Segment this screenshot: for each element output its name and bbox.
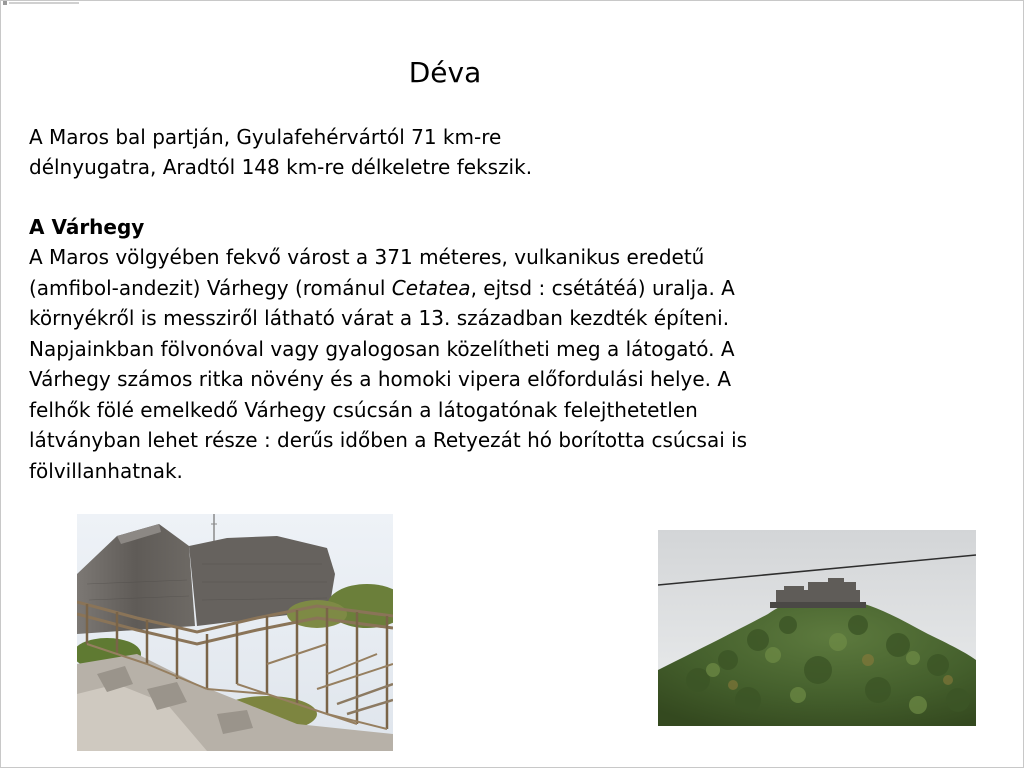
paragraph-line: felhők fölé emelkedő Várhegy csúcsán a látogatónak felejthetetlen bbox=[29, 397, 698, 422]
intro-paragraph bbox=[29, 122, 729, 182]
document-icon bbox=[3, 1, 7, 5]
paragraph-line: látványban lehet része : derűs időben a Retyezát hó borította csúcsai is bbox=[29, 428, 748, 452]
paragraph-line: A Maros völgyében fekvő várost a 371 méteres, vulkanikus eredetű bbox=[29, 245, 705, 269]
section-paragraph bbox=[29, 242, 989, 486]
fortress-stairs-photo bbox=[77, 514, 393, 751]
intro-line-2: délnyugatra, Aradtól 148 km-re délkeletre fekszik. bbox=[29, 155, 533, 179]
section-heading: A Várhegy bbox=[29, 215, 145, 239]
header-strip bbox=[3, 1, 83, 5]
header-line bbox=[9, 2, 79, 4]
castle-hill-photo bbox=[658, 530, 976, 726]
paragraph-line: Várhegy számos ritka növény és a homoki vipera előfordulási helye. A bbox=[29, 367, 732, 391]
romanian-name: Cetatea bbox=[391, 275, 471, 300]
intro-line-1: A Maros bal partján, Gyulafehérvártól 71 km-re bbox=[29, 125, 502, 149]
paragraph-line: környékről is messziről látható várat a 13. században kezdték építeni. bbox=[29, 306, 730, 330]
page-title: Déva bbox=[408, 56, 482, 89]
paragraph-text: (amfibol-andezit) Várhegy (románul bbox=[29, 275, 392, 300]
paragraph-line: fölvillanhatnak. bbox=[29, 458, 183, 483]
paragraph-line: Napjainkban fölvonóval vagy gyalogosan közelítheti meg a látogató. A bbox=[29, 336, 735, 361]
paragraph-text: , ejtsd : csétátéá) uralja. A bbox=[470, 275, 735, 300]
paragraph-line-with-italic bbox=[29, 273, 989, 304]
